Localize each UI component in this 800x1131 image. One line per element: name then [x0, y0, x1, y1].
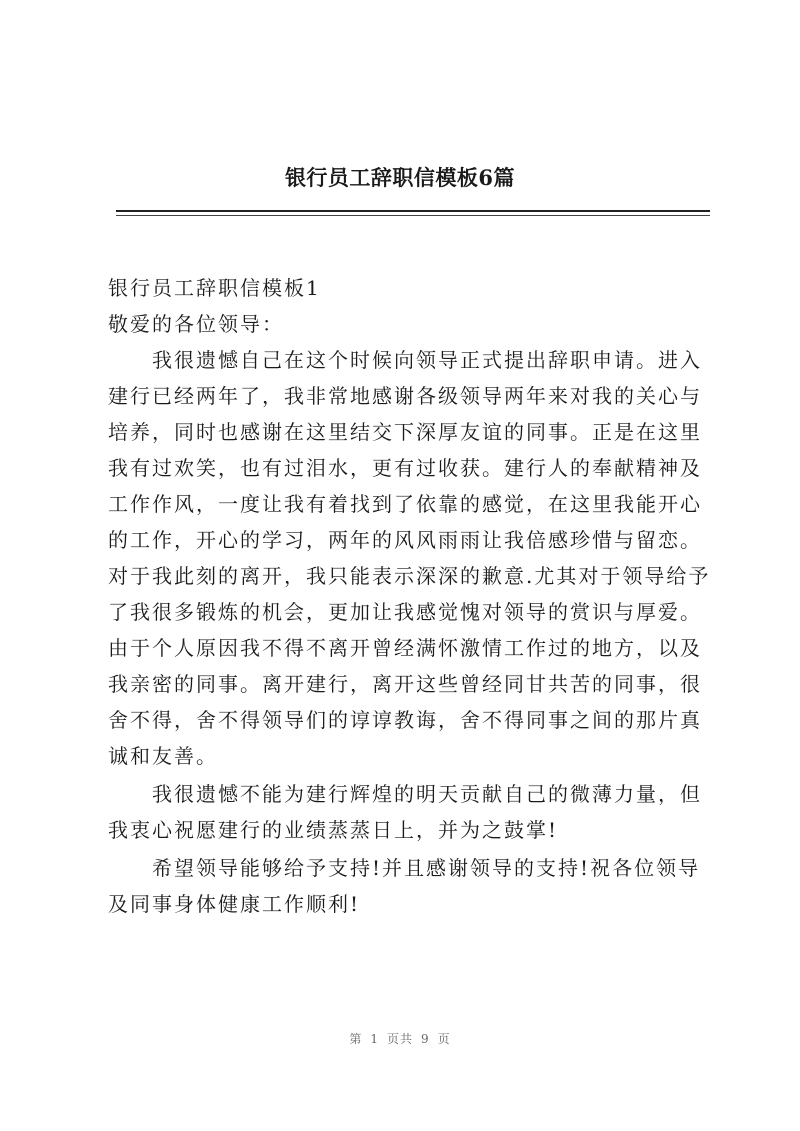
- salutation: 敬爱的各位领导：: [108, 312, 284, 336]
- document-body: [108, 270, 712, 922]
- section-heading: 银行员工辞职信模板1: [108, 276, 321, 300]
- document-title: 银行员工辞职信模板6篇: [284, 165, 516, 190]
- title-underline-thin: [116, 215, 710, 216]
- footer-middle: 页共: [386, 1032, 413, 1046]
- body-paragraph-2: 我很遗憾不能为建行辉煌的明天贡献自己的微薄力量，但我衷心祝愿建行的业绩蒸蒸日上，并为之鼓掌!: [108, 782, 702, 842]
- page-footer: [0, 1030, 800, 1047]
- title-underline-thick: [116, 210, 710, 212]
- footer-total-pages: 9: [421, 1032, 430, 1046]
- body-paragraph-3: 希望领导能够给予支持!并且感谢领导的支持!祝各位领导及同事身体健康工作顺利!: [108, 856, 701, 916]
- footer-suffix: 页: [437, 1032, 451, 1046]
- body-paragraph-1: 我很遗憾自己在这个时候向领导正式提出辞职申请。进入建行已经两年了，我非常地感谢各级领导两年来对我的关心与培养，同时也感谢在这里结交下深厚友谊的同事。正是在这里我有过欢笑，也有过泪水，更有过收获。建行人的奉献精神及工作作风，一度让我有着找到了依靠的感觉，在这里我能开心的工作，开心的学习，两年的风风雨雨让我倍感珍惜与留恋。对于我此刻的离开，我只能表示深深的歉意.尤其对于领导给予了我很多锻炼的机会，更加让我感觉愧对领导的赏识与厚爱。由于个人原因我不得不离开曾经满怀激情工作过的地方，以及我亲密的同事。离开建行，离开这些曾经同甘共苦的同事，很舍不得，舍不得领导们的谆谆教诲，舍不得同事之间的那片真诚和友善。: [108, 348, 711, 768]
- footer-page-number: 1: [370, 1032, 379, 1046]
- footer-prefix: 第: [349, 1032, 363, 1046]
